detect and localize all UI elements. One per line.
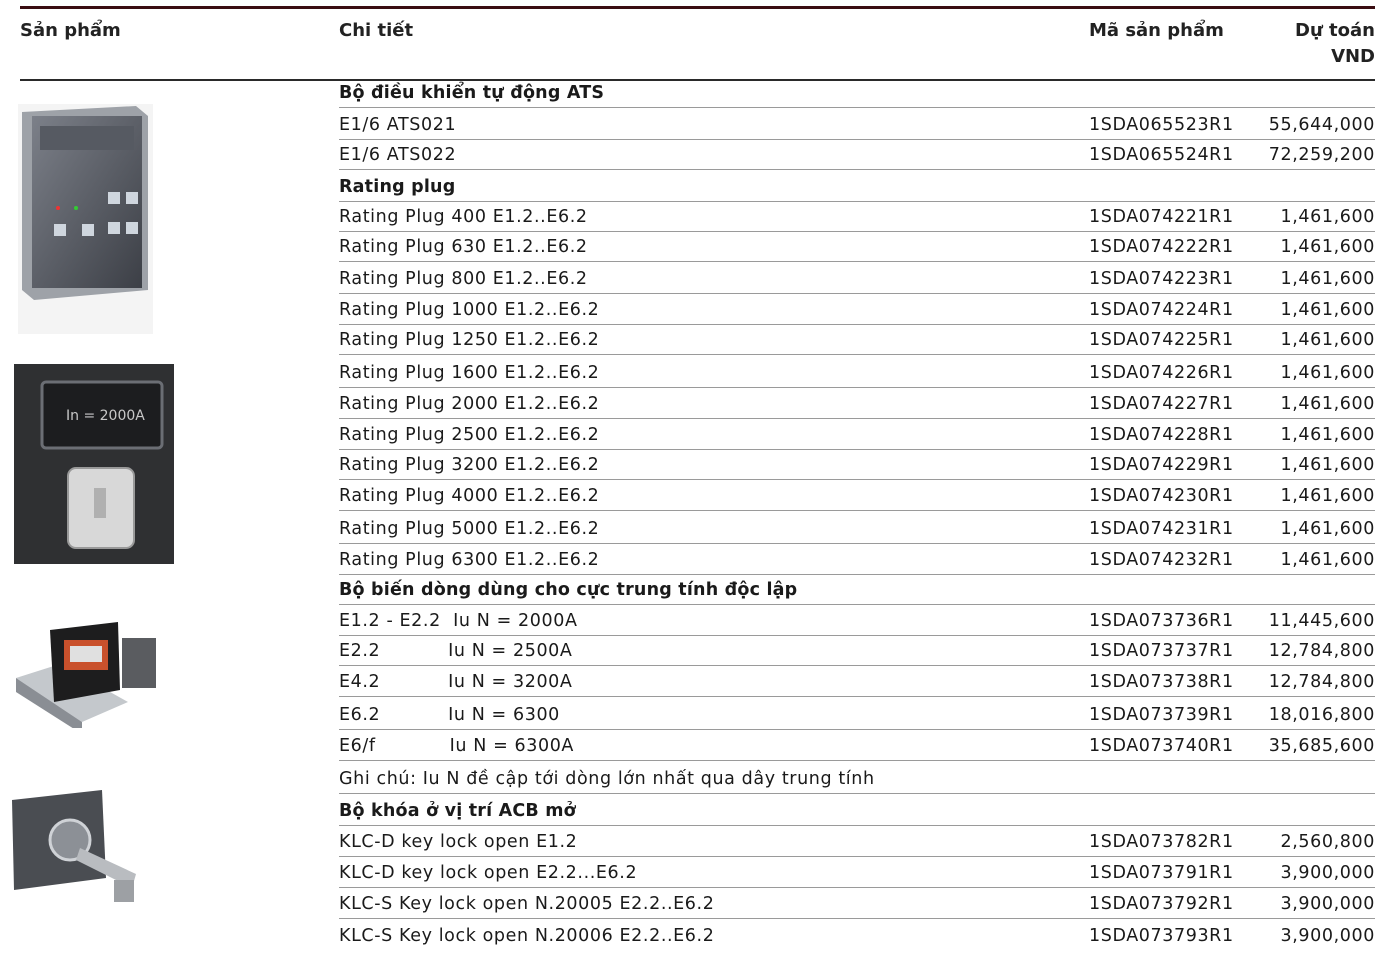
price-cell: 1,461,600 [1280,550,1375,570]
header-price-line1: Dự toán [1295,20,1375,41]
detail-cell: E1/6 ATS022 [339,145,457,165]
code-cell: 1SDA073792R1 [1089,894,1234,914]
price-cell: 3,900,000 [1280,926,1375,946]
rating-plug-label: In = 2000A [66,408,145,424]
row-divider [339,510,1375,511]
code-cell: 1SDA073740R1 [1089,736,1234,756]
detail-cell: E1.2 - E2.2 Iu N = 2000A [339,611,578,631]
price-cell: 1,461,600 [1280,455,1375,475]
ats-controller-image [18,104,153,334]
table-row [339,231,1375,257]
price-cell: 1,461,600 [1280,300,1375,320]
header-price [1295,18,1375,70]
price-cell: 35,685,600 [1268,736,1375,756]
price-cell: 1,461,600 [1280,237,1375,257]
price-cell: 1,461,600 [1280,207,1375,227]
detail-cell: Rating Plug 800 E1.2..E6.2 [339,269,588,289]
table-row [339,357,1375,383]
code-cell: 1SDA073782R1 [1089,832,1234,852]
table-row [339,294,1375,320]
row-divider [339,760,1375,761]
table-row [339,635,1375,661]
header-code: Mã sản phẩm [1089,20,1224,41]
detail-cell: Ghi chú: Iu N đề cập tới dòng lớn nhất qua dây trung tính [339,769,875,789]
detail-cell: KLC-D key lock open E1.2 [339,832,578,852]
detail-cell: KLC-S Key lock open N.20006 E2.2..E6.2 [339,926,715,946]
code-cell: 1SDA074232R1 [1089,550,1234,570]
row-divider [339,918,1375,919]
price-cell: 2,560,800 [1280,832,1375,852]
table-row [339,513,1375,539]
code-cell: 1SDA074231R1 [1089,519,1234,539]
code-cell: 1SDA074224R1 [1089,300,1234,320]
row-divider [339,107,1375,108]
detail-cell: Rating Plug 1600 E1.2..E6.2 [339,363,600,383]
table-row [339,666,1375,692]
section-title: Rating plug [339,177,456,197]
detail-cell: Rating Plug 1250 E1.2..E6.2 [339,330,600,350]
row-divider [339,354,1375,355]
price-cell: 1,461,600 [1280,269,1375,289]
table-row [339,388,1375,414]
table-row [339,730,1375,756]
section-title: Bộ biến dòng dùng cho cực trung tính độc lập [339,580,798,600]
code-cell: 1SDA065523R1 [1089,115,1234,135]
detail-cell: Rating Plug 1000 E1.2..E6.2 [339,300,600,320]
detail-cell: Rating Plug 400 E1.2..E6.2 [339,207,588,227]
price-cell: 1,461,600 [1280,519,1375,539]
row-divider [339,696,1375,697]
table-row [339,449,1375,475]
code-cell: 1SDA074230R1 [1089,486,1234,506]
table-row [339,109,1375,135]
code-cell: 1SDA074221R1 [1089,207,1234,227]
section-header [339,77,1375,103]
detail-cell: Rating Plug 630 E1.2..E6.2 [339,237,588,257]
table-row [339,888,1375,914]
detail-cell: KLC-D key lock open E2.2...E6.2 [339,863,638,883]
row-divider [339,793,1375,794]
detail-cell: E6.2 Iu N = 6300 [339,705,560,725]
detail-cell: Rating Plug 6300 E1.2..E6.2 [339,550,600,570]
price-cell: 3,900,000 [1280,863,1375,883]
section-header [339,574,1375,600]
detail-cell: Rating Plug 2000 E1.2..E6.2 [339,394,600,414]
code-cell: 1SDA065524R1 [1089,145,1234,165]
price-cell: 18,016,800 [1268,705,1375,725]
table-row [339,201,1375,227]
price-cell: 72,259,200 [1268,145,1375,165]
detail-cell: E1/6 ATS021 [339,115,457,135]
detail-cell: Rating Plug 4000 E1.2..E6.2 [339,486,600,506]
detail-cell: E4.2 Iu N = 3200A [339,672,573,692]
table-row [339,605,1375,631]
table-row [339,139,1375,165]
key-lock-image [10,788,150,908]
code-cell: 1SDA073739R1 [1089,705,1234,725]
code-cell: 1SDA073791R1 [1089,863,1234,883]
rating-plug-image [14,364,174,564]
price-cell: 12,784,800 [1268,672,1375,692]
table-row [339,920,1375,946]
price-cell: 1,461,600 [1280,486,1375,506]
code-cell: 1SDA073738R1 [1089,672,1234,692]
code-cell: 1SDA073736R1 [1089,611,1234,631]
code-cell: 1SDA074226R1 [1089,363,1234,383]
row-divider [339,169,1375,170]
code-cell: 1SDA073737R1 [1089,641,1234,661]
section-title: Bộ khóa ở vị trí ACB mở [339,801,576,821]
detail-cell: E2.2 Iu N = 2500A [339,641,573,661]
table-row [339,324,1375,350]
code-cell: 1SDA074227R1 [1089,394,1234,414]
header-product: Sản phẩm [20,20,121,41]
code-cell: 1SDA074228R1 [1089,425,1234,445]
price-cell: 1,461,600 [1280,394,1375,414]
price-cell: 1,461,600 [1280,330,1375,350]
code-cell: 1SDA074222R1 [1089,237,1234,257]
header-detail: Chi tiết [339,20,414,41]
price-cell: 1,461,600 [1280,425,1375,445]
code-cell: 1SDA074223R1 [1089,269,1234,289]
section-header [339,171,1375,197]
table-row [339,699,1375,725]
code-cell: 1SDA074229R1 [1089,455,1234,475]
price-cell: 12,784,800 [1268,641,1375,661]
table-row [339,826,1375,852]
price-cell: 11,445,600 [1268,611,1375,631]
price-cell: 3,900,000 [1280,894,1375,914]
current-transformer-image [10,618,170,728]
detail-cell: KLC-S Key lock open N.20005 E2.2..E6.2 [339,894,715,914]
top-rule [20,6,1375,9]
section-title: Bộ điều khiển tự động ATS [339,83,605,103]
detail-cell: Rating Plug 5000 E1.2..E6.2 [339,519,600,539]
table-row [339,480,1375,506]
header-price-line2: VND [1331,46,1375,67]
table-row [339,544,1375,570]
section-header [339,795,1375,821]
code-cell: 1SDA074225R1 [1089,330,1234,350]
note-row [339,763,1375,789]
detail-cell: Rating Plug 2500 E1.2..E6.2 [339,425,600,445]
price-cell: 1,461,600 [1280,363,1375,383]
price-cell: 55,644,000 [1268,115,1375,135]
detail-cell: E6/f Iu N = 6300A [339,736,575,756]
table-row [339,263,1375,289]
row-divider [339,261,1375,262]
table-row [339,857,1375,883]
table-row [339,419,1375,445]
detail-cell: Rating Plug 3200 E1.2..E6.2 [339,455,600,475]
code-cell: 1SDA073793R1 [1089,926,1234,946]
